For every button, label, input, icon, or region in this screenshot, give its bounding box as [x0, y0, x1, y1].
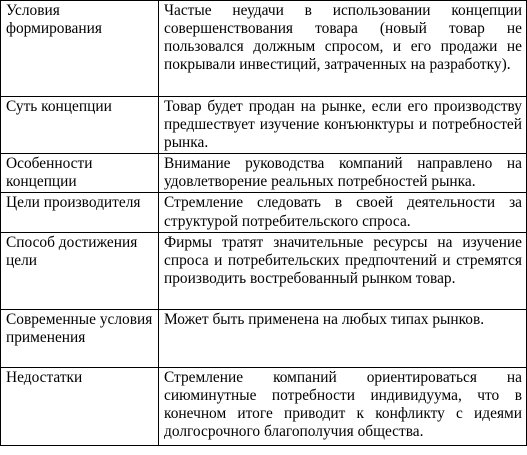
row-label: Недостатки — [1, 367, 159, 445]
row-label: Особенности концепции — [1, 154, 159, 193]
row-label: Условия формирования — [1, 1, 159, 97]
row-text: Частые неудачи в использовании концепции совершенствования товара (новый товар не пользовался должным спросом, и его продажи не покрывали инвестиций, затраченных на разработку). — [159, 1, 527, 97]
table-row — [1, 193, 527, 232]
row-text: Может быть применена на любых типах рынков. — [159, 309, 527, 367]
row-text: Стремление следовать в своей деятельности за структурой потребительского спроса. — [159, 193, 527, 232]
row-text: Товар будет продан на рынке, если его производству предшествует изучение конъюнктуры и потребностей рынка. — [159, 97, 527, 154]
row-text: Внимание руководства компаний направлено на удовлетворение реальных потребностей рынка. — [159, 154, 527, 193]
table-row — [1, 97, 527, 154]
row-label: Способ достижения цели — [1, 232, 159, 309]
row-label: Современные условия применения — [1, 309, 159, 367]
row-label: Цели производителя — [1, 193, 159, 232]
table-row — [1, 154, 527, 193]
row-text: Стремление компаний ориентироваться на сиюминутные потребности индивидуума, что в конечном итоге приводит к конфликту с идеями долгосрочного благополучия общества. — [159, 367, 527, 445]
row-text: Фирмы тратят значительные ресурсы на изучение спроса и потребительских предпочтений и стремятся производить востребованный рынком товар. — [159, 232, 527, 309]
row-label: Суть концепции — [1, 97, 159, 154]
table-row — [1, 1, 527, 97]
table-row — [1, 232, 527, 309]
table-row — [1, 309, 527, 367]
table-row — [1, 367, 527, 445]
